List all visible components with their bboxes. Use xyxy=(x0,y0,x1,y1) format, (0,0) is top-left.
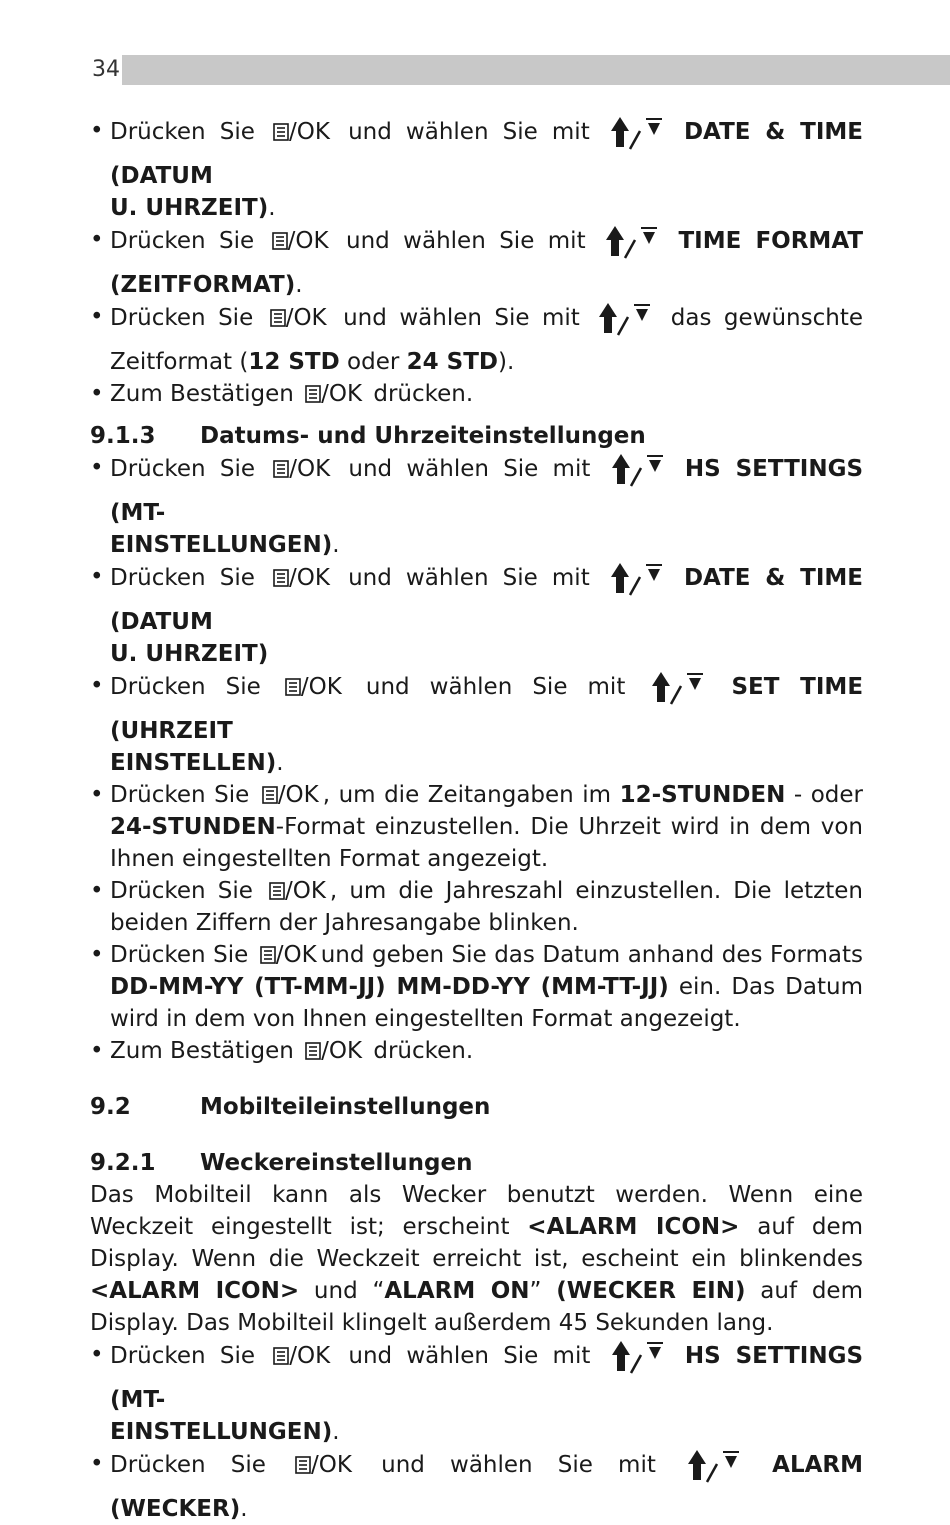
list-item: • Drücken Sie /OK und wählen Sie mit SET TIME (UHRZEIT EINSTELLEN). xyxy=(90,670,863,779)
list-item xyxy=(90,561,863,670)
up-down-arrows-icon xyxy=(608,561,666,606)
text: Zum Bestätigen xyxy=(110,381,294,407)
menu-option: ALARM (WECKER) xyxy=(110,1452,863,1522)
text: und wählen Sie mit xyxy=(348,1343,591,1369)
menu-option: (ZEITFORMAT) xyxy=(110,272,296,298)
menu-ok-key-icon: /OK xyxy=(273,1340,330,1372)
text: Drücken Sie xyxy=(110,228,255,254)
menu-ok-key-icon: /OK xyxy=(272,225,329,257)
text: Drücken Sie xyxy=(110,942,249,968)
menu-ok-key-icon: /OK xyxy=(305,378,362,410)
menu-ok-key-icon: /OK xyxy=(270,302,327,334)
section-heading xyxy=(90,420,863,452)
menu-ok-key-icon: /OK xyxy=(285,671,342,703)
up-down-arrows-icon xyxy=(609,1339,667,1384)
text: drücken. xyxy=(373,381,474,407)
up-down-arrows-icon xyxy=(603,224,661,269)
list-item xyxy=(90,1035,863,1067)
menu-option: U. UHRZEIT) xyxy=(110,641,269,667)
header-bar xyxy=(92,55,950,85)
list-item: • Drücken Sie /OK und wählen Sie mit HS SETTINGS (MT- EINSTELLUNGEN). xyxy=(90,452,863,561)
list-item: • Drücken Sie /OK und geben Sie das Datum anhand des Formats DD-MM-YY (TT-MM-JJ) MM-DD-YY (MM-TT-JJ) ein. Das Datum wird in dem von Ihnen eingestellten Format angezeigt. xyxy=(90,939,863,1035)
text: Drücken Sie xyxy=(110,1452,266,1478)
section-title: Mobilteileinstellungen xyxy=(200,1094,491,1120)
text: Drücken Sie xyxy=(110,565,255,591)
text: Drücken Sie xyxy=(110,878,253,904)
text: und wählen Sie mit xyxy=(348,119,590,145)
menu-option: TIME FORMAT xyxy=(678,228,864,254)
up-down-arrows-icon xyxy=(596,301,654,346)
text: Drücken Sie xyxy=(110,1343,255,1369)
section-title: Datums- und Uhrzeiteinstellungen xyxy=(200,423,646,449)
text: und wählen Sie mit xyxy=(348,565,590,591)
menu-ok-key-icon: /OK xyxy=(260,939,317,971)
page-number: 34 xyxy=(92,55,122,85)
list-item: • Drücken Sie /OK , um die Zeitangaben im 12-STUNDEN - oder 24-STUNDEN-Format einzustellen. Die Uhrzeit wird in dem von Ihnen eingestellten Format angezeigt. xyxy=(90,779,863,875)
text: Drücken Sie xyxy=(110,119,255,145)
list-item: • Drücken Sie /OK und wählen Sie mit DATE & TIME (DATUM U. UHRZEIT). xyxy=(90,115,863,224)
section-number: 9.2.1 xyxy=(90,1150,156,1176)
text: Drücken Sie xyxy=(110,674,261,700)
menu-ok-key-icon: /OK xyxy=(262,779,319,811)
section-heading xyxy=(90,1147,863,1179)
menu-ok-key-icon: /OK xyxy=(273,453,330,485)
section-heading xyxy=(90,1091,863,1123)
list-item xyxy=(90,378,863,410)
menu-option: DATE & TIME (DATUM xyxy=(110,119,864,189)
menu-option: HS SETTINGS (MT- xyxy=(110,1343,864,1413)
section-number: 9.2 xyxy=(90,1094,131,1120)
menu-option: SET TIME (UHRZEIT xyxy=(110,674,864,744)
text: Zum Bestätigen xyxy=(110,1038,294,1064)
section-title: Weckereinstellungen xyxy=(200,1150,473,1176)
list-item: • Drücken Sie /OK , um die Jahreszahl einzustellen. Die letzten beiden Ziffern der Jahresangabe blinken. xyxy=(90,875,863,939)
up-down-arrows-icon xyxy=(609,452,667,497)
list-item: • Drücken Sie /OK und wählen Sie mit TIME FORMAT (ZEITFORMAT). xyxy=(90,224,863,301)
up-down-arrows-icon xyxy=(649,670,707,715)
text: Drücken Sie xyxy=(110,782,250,808)
up-down-arrows-icon xyxy=(608,115,666,160)
list-item: • Drücken Sie /OK und wählen Sie mit HS SETTINGS (MT- EINSTELLUNGEN). xyxy=(90,1339,863,1448)
menu-option: U. UHRZEIT) xyxy=(110,195,269,221)
menu-ok-key-icon: /OK xyxy=(295,1449,352,1481)
menu-ok-key-icon: /OK xyxy=(273,116,330,148)
menu-option: DATE & TIME (DATUM xyxy=(110,565,864,635)
text: und wählen Sie mit xyxy=(365,674,626,700)
menu-option: HS SETTINGS (MT- xyxy=(110,456,864,526)
text: das gewünschte xyxy=(670,305,863,331)
menu-ok-key-icon: /OK xyxy=(273,562,330,594)
menu-option: EINSTELLEN) xyxy=(110,750,277,776)
menu-option: EINSTELLUNGEN) xyxy=(110,1419,333,1445)
text: und wählen Sie mit xyxy=(343,305,580,331)
text: Drücken Sie xyxy=(110,456,255,482)
text: Drücken Sie xyxy=(110,305,254,331)
up-down-arrows-icon xyxy=(685,1448,743,1493)
text: drücken. xyxy=(373,1038,474,1064)
document-body xyxy=(90,115,863,1525)
list-item: • Drücken Sie /OK und wählen Sie mit ALARM (WECKER). xyxy=(90,1448,863,1525)
menu-option: EINSTELLUNGEN) xyxy=(110,532,333,558)
text: und wählen Sie mit xyxy=(346,228,586,254)
text: und wählen Sie mit xyxy=(381,1452,656,1478)
section-number: 9.1.3 xyxy=(90,423,156,449)
list-item: • Drücken Sie /OK und wählen Sie mit das gewünschte Zeitformat (12 STD oder 24 STD). xyxy=(90,301,863,378)
paragraph: Das Mobilteil kann als Wecker benutzt werden. Wenn eine Weckzeit eingestellt ist; erscheint <ALARM ICON> auf dem Display. Wenn die Weckzeit erreicht ist, escheint ein blinkendes <ALARM ICON> und “ALARM ON” (WECKER EIN) auf dem Display. Das Mobilteil klingelt außerdem 45 Sekunden lang. xyxy=(90,1182,863,1336)
menu-ok-key-icon: /OK xyxy=(305,1035,362,1067)
text: und wählen Sie mit xyxy=(348,456,591,482)
menu-ok-key-icon: /OK xyxy=(269,875,326,907)
